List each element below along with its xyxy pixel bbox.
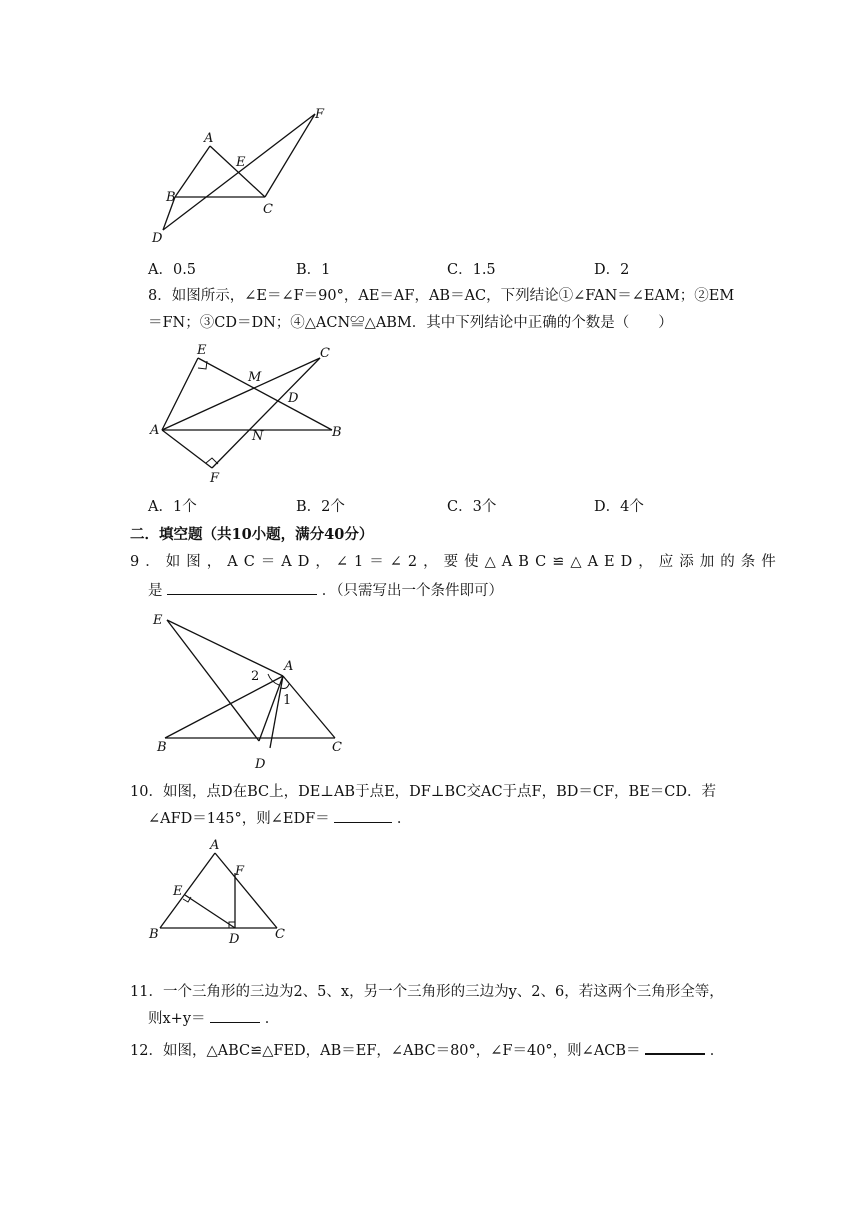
- q9-label-c: C: [332, 740, 342, 755]
- q10-label-a: A: [210, 838, 220, 853]
- q10-label-e: E: [173, 884, 183, 899]
- q7-option-c: C．1.5: [447, 262, 496, 278]
- q8-option-a: A．1个: [148, 499, 197, 515]
- q9-label-2: 2: [251, 669, 260, 684]
- q12-answer-blank[interactable]: [645, 1039, 705, 1055]
- q9-figure: [145, 608, 360, 773]
- q10-prefix: ∠AFD＝145°，则∠EDF＝: [148, 811, 330, 827]
- q11-suffix: ．: [264, 1011, 280, 1027]
- q7-label-c: C: [263, 202, 273, 217]
- q10-label-f: F: [235, 864, 245, 879]
- q10-label-d: D: [229, 932, 240, 947]
- q9-stem-line1: 9．如图，AC＝AD，∠1＝∠2，要使△ABC≌△AED，应添加的条件: [130, 554, 782, 570]
- q7-option-a: A．0.5: [148, 262, 197, 278]
- q10-stem-line2: [148, 808, 411, 830]
- q7-option-b: B．1: [296, 262, 331, 278]
- q9-stem-line2: [148, 580, 503, 602]
- q8-label-n: N: [252, 429, 264, 444]
- q11-prefix: 则x+y＝: [148, 1011, 206, 1027]
- q8-label-c: C: [320, 346, 330, 361]
- q9-label-e: E: [153, 613, 163, 628]
- q7-label-f: F: [315, 107, 325, 122]
- q8-option-c: C．3个: [447, 499, 497, 515]
- q8-label-m: M: [248, 370, 262, 385]
- q8-stem-line2: ＝FN；③CD＝DN；④△ACN≌△ABM．其中下列结论中正确的个数是（ ）: [148, 315, 673, 331]
- q12-suffix: ．: [709, 1043, 725, 1059]
- q12-stem-line1: [130, 1039, 724, 1062]
- q8-stem-line1: 8．如图所示，∠E＝∠F＝90°，AE＝AF，AB＝AC，下列结论①∠FAN＝∠EAM；②EM: [148, 288, 735, 304]
- q8-label-a: A: [150, 423, 160, 438]
- q9-suffix: ．（只需写出一个条件即可）: [321, 583, 503, 599]
- q9-label-b: B: [157, 740, 167, 755]
- q10-label-c: C: [275, 927, 285, 942]
- q8-figure: [145, 340, 355, 488]
- q10-figure: [145, 835, 295, 947]
- q10-stem-line1: 10．如图，点D在BC上，DE⊥AB于点E，DF⊥BC交AC于点F，BD＝CF，BE＝CD．若: [130, 784, 717, 800]
- q10-answer-blank[interactable]: [334, 808, 392, 823]
- q8-option-d: D．4个: [594, 499, 644, 515]
- section-heading: 二．填空题（共10小题，满分40分）: [130, 526, 374, 543]
- q7-figure: [140, 100, 340, 250]
- q11-stem-line2: [148, 1008, 279, 1030]
- q7-label-d: D: [152, 231, 163, 246]
- q10-suffix: ．: [396, 811, 412, 827]
- q12-prefix: 12．如图，△ABC≌△FED，AB＝EF，∠ABC＝80°，∠F＝40°，则∠ACB＝: [130, 1043, 641, 1059]
- q8-label-e: E: [197, 343, 207, 358]
- q7-label-a: A: [204, 131, 214, 146]
- q8-option-b: B．2个: [296, 499, 345, 515]
- q10-label-b: B: [149, 927, 159, 942]
- q9-label-a: A: [284, 659, 294, 674]
- q9-prefix: 是: [148, 583, 163, 599]
- q8-label-d: D: [288, 391, 299, 406]
- q9-label-d: D: [255, 757, 266, 772]
- q9-label-1: 1: [283, 693, 292, 708]
- q7-label-b: B: [166, 190, 176, 205]
- q7-option-d: D．2: [594, 262, 630, 278]
- q8-label-f: F: [210, 471, 220, 486]
- q9-answer-blank[interactable]: [167, 580, 317, 595]
- q11-stem-line1: 11．一个三角形的三边为2、5、x，另一个三角形的三边为y、2、6，若这两个三角形全等，: [130, 984, 724, 1000]
- q7-label-e: E: [236, 155, 246, 170]
- q11-answer-blank[interactable]: [210, 1008, 260, 1023]
- q8-label-b: B: [332, 425, 342, 440]
